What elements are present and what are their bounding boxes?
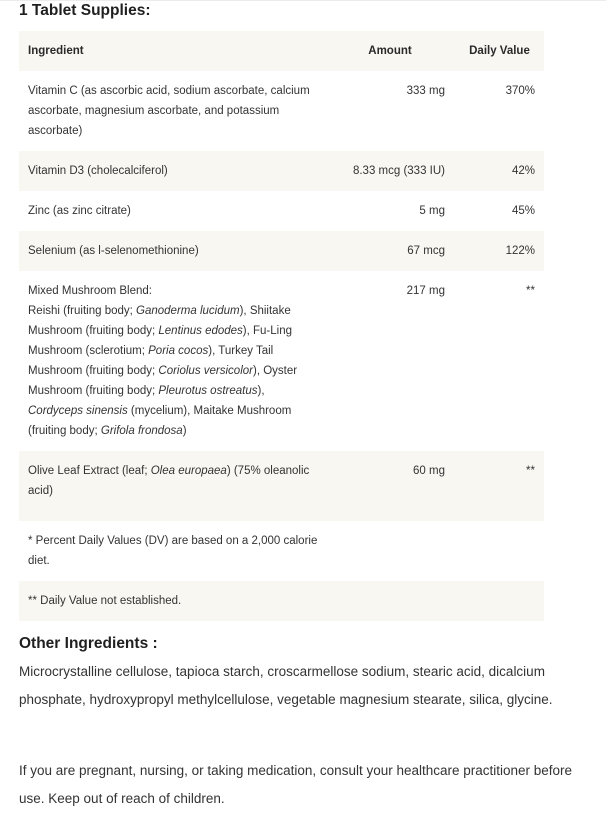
daily-value-cell: 42% [511,165,535,177]
table-row [19,231,544,271]
amount-cell: 333 mg [406,85,445,97]
daily-value-cell: 122% [505,245,535,257]
other-ingredients-title: Other Ingredients : [19,635,158,652]
header-amount: Amount [368,45,412,57]
ingredient-cell: Vitamin C (as ascorbic acid, sodium ascorbate, calcium ascorbate, magnesium ascorbate, and potassium ascorbate) [28,85,310,137]
header-ingredient: Ingredient [28,45,84,57]
table-header-row [19,31,544,71]
table-row [19,451,544,521]
table-row [19,71,544,151]
footnote-dv: * Percent Daily Values (DV) are based on a 2,000 calorie diet. [28,535,318,567]
ingredient-cell: Vitamin D3 (cholecalciferol) [28,165,168,177]
amount-cell: 8.33 mcg (333 IU) [352,165,445,177]
amount-cell: 217 mg [406,285,445,297]
ingredient-cell: Mixed Mushroom Blend: Reishi (fruiting body; Ganoderma lucidum), Shiitake Mushroom (fruiting body; Lentinus edodes), Fu-Ling Mushroom (sclerotium; Poria cocos), Turkey Tail Mushroom (fruiting body; Coriolus versicolor), Oyster Mushroom (fruiting body; Pleurotus ostreatus), Cordyceps sinensis (mycelium), Maitake Mushroom (fruiting body; Grifola frondosa) [28,285,298,437]
warning-text: If you are pregnant, nursing, or taking medication, consult your healthcare practitioner before use. Keep out of reach of children. [19,763,573,806]
amount-cell: 67 mcg [407,245,445,257]
header-daily-value: Daily Value [469,45,530,57]
ingredient-cell: Olive Leaf Extract (leaf; Olea europaea) (75% oleanolic acid) [28,465,310,497]
amount-cell: 60 mg [413,465,445,477]
supplement-facts-table [19,31,544,621]
daily-value-cell: 370% [505,85,535,97]
footnote-row [19,521,544,581]
footnote-row [19,581,544,621]
amount-cell: 5 mg [419,205,445,217]
footnote-not-established: ** Daily Value not established. [28,595,182,607]
daily-value-cell: ** [526,285,535,297]
table-row [19,271,544,451]
blend-heading: Mixed Mushroom Blend: [28,285,152,297]
top-divider [0,0,606,1]
table-row [19,151,544,191]
ingredient-cell: Selenium (as l-selenomethionine) [28,245,199,257]
other-ingredients-text: Microcrystalline cellulose, tapioca starch, croscarmellose sodium, stearic acid, dicalcium phosphate, hydroxypropyl methylcellulose, vegetable magnesium stearate, silica, glycine. [19,664,553,707]
supplies-title: 1 Tablet Supplies: [19,2,151,19]
table-row [19,191,544,231]
ingredient-cell: Zinc (as zinc citrate) [28,205,131,217]
daily-value-cell: 45% [511,205,535,217]
daily-value-cell: ** [526,465,535,477]
